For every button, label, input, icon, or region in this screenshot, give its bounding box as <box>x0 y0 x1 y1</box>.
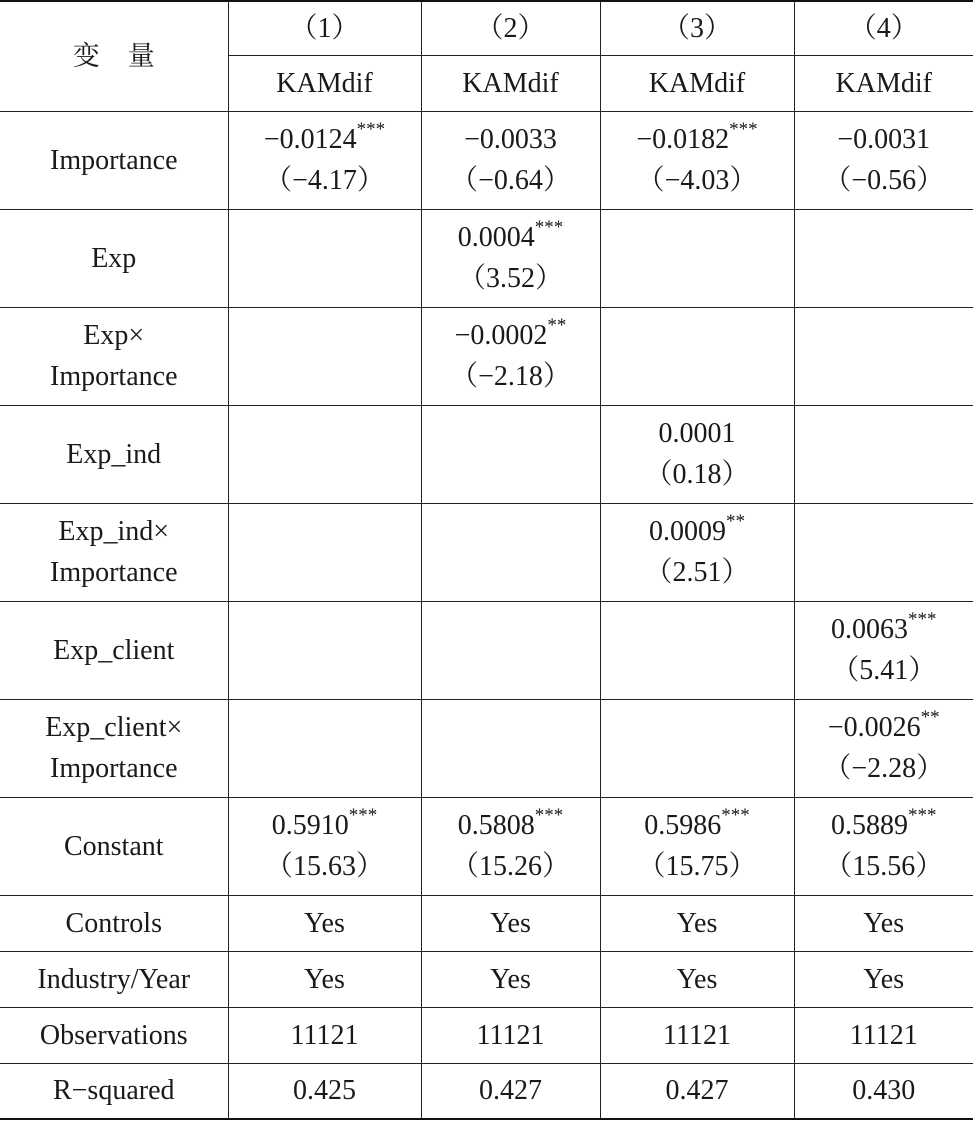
column-number: （2） <box>421 1 600 55</box>
summary-label: Controls <box>0 895 228 951</box>
coefficient-value: 0.0063 <box>831 614 908 645</box>
dependent-variable: KAMdif <box>228 55 421 111</box>
variable-name-line: Exp_client× <box>45 712 183 743</box>
coefficient-line <box>795 609 974 650</box>
significance-stars: *** <box>908 608 937 630</box>
table-row <box>0 111 973 209</box>
coefficient-line <box>422 315 600 356</box>
t-statistic: （0.18） <box>644 459 750 490</box>
coefficient-cell <box>228 111 421 209</box>
header-row-columns <box>0 1 973 55</box>
summary-value: Yes <box>421 895 600 951</box>
significance-stars: *** <box>729 118 758 140</box>
t-statistic: （15.75） <box>637 851 757 882</box>
summary-value: Yes <box>228 895 421 951</box>
variable-name-line: Importance <box>50 361 178 392</box>
t-statistic: （−4.17） <box>264 165 385 196</box>
variable-name <box>0 503 228 601</box>
summary-value: 11121 <box>600 1007 794 1063</box>
coefficient-cell <box>421 111 600 209</box>
significance-stars: *** <box>356 118 386 140</box>
coefficient-line <box>601 805 794 846</box>
coefficient-line <box>601 119 794 160</box>
coefficient-value: 0.0009 <box>649 516 726 547</box>
variable-name <box>0 797 228 895</box>
significance-stars: *** <box>348 804 378 826</box>
coefficient-line <box>795 805 974 846</box>
summary-row <box>0 951 973 1007</box>
summary-value: 0.427 <box>421 1063 600 1119</box>
coefficient-line <box>422 217 600 258</box>
summary-value: Yes <box>600 895 794 951</box>
coefficient-line <box>229 119 421 160</box>
table-row <box>0 797 973 895</box>
coefficient-cell <box>228 209 421 307</box>
coefficient-value: 0.5808 <box>457 810 535 841</box>
summary-label: R−squared <box>0 1063 228 1119</box>
coefficient-cell <box>228 503 421 601</box>
variable-name-line: Exp <box>91 242 137 274</box>
coefficient-value: 0.0004 <box>457 222 535 253</box>
coefficient-cell <box>794 797 973 895</box>
coefficient-cell <box>421 405 600 503</box>
dependent-variable: KAMdif <box>421 55 600 111</box>
variable-name-line: Exp_ind <box>66 438 162 470</box>
coefficient-cell <box>421 503 600 601</box>
variable-name <box>0 307 228 405</box>
coefficient-cell <box>421 601 600 699</box>
summary-value: 0.427 <box>600 1063 794 1119</box>
summary-value: Yes <box>228 951 421 1007</box>
coefficient-cell <box>228 405 421 503</box>
coefficient-cell <box>794 405 973 503</box>
t-statistic: （15.63） <box>264 851 384 882</box>
coefficient-line <box>422 119 600 160</box>
summary-label: Industry/Year <box>0 951 228 1007</box>
summary-value: 0.425 <box>228 1063 421 1119</box>
coefficient-cell <box>228 307 421 405</box>
t-statistic: （−4.03） <box>636 165 758 196</box>
variable-name-line: Exp_ind× <box>58 516 170 547</box>
summary-value: Yes <box>600 951 794 1007</box>
coefficient-cell <box>600 307 794 405</box>
coefficient-cell <box>794 699 973 797</box>
table-row <box>0 503 973 601</box>
column-number: （3） <box>600 1 794 55</box>
coefficient-cell <box>600 699 794 797</box>
coefficient-cell <box>600 111 794 209</box>
coefficient-value: 0.5910 <box>271 810 349 841</box>
summary-value: 11121 <box>228 1007 421 1063</box>
t-statistic: （15.56） <box>824 851 944 882</box>
coefficient-cell <box>794 601 973 699</box>
summary-label: Observations <box>0 1007 228 1063</box>
coefficient-value: 0.5889 <box>831 810 908 841</box>
variable-name-line: Exp× <box>83 320 145 351</box>
coefficient-value: −0.0026 <box>827 712 921 743</box>
coefficient-cell <box>600 503 794 601</box>
t-statistic: （2.51） <box>644 557 750 588</box>
column-number: （4） <box>794 1 973 55</box>
variable-header <box>0 1 228 111</box>
summary-value: Yes <box>421 951 600 1007</box>
table-row <box>0 209 973 307</box>
coefficient-value: −0.0182 <box>636 124 730 155</box>
t-statistic: （−2.28） <box>823 753 945 784</box>
t-statistic: （−2.18） <box>450 361 571 392</box>
coefficient-line <box>601 413 794 454</box>
coefficient-cell <box>421 209 600 307</box>
summary-row <box>0 1063 973 1119</box>
summary-value: 11121 <box>794 1007 973 1063</box>
coefficient-cell <box>228 601 421 699</box>
summary-value: 0.430 <box>794 1063 973 1119</box>
coefficient-value: 0.5986 <box>644 810 722 841</box>
coefficient-cell <box>794 111 973 209</box>
variable-name-line: Constant <box>63 830 164 862</box>
variable-name <box>0 111 228 209</box>
coefficient-line <box>601 511 794 552</box>
variable-header-label: 变量 <box>72 40 183 72</box>
table-row <box>0 405 973 503</box>
summary-value: Yes <box>794 895 973 951</box>
significance-stars: *** <box>721 804 750 826</box>
variable-name <box>0 699 228 797</box>
coefficient-cell <box>600 601 794 699</box>
coefficient-value: −0.0031 <box>837 124 931 155</box>
coefficient-line <box>795 707 974 748</box>
coefficient-cell <box>228 797 421 895</box>
coefficient-cell <box>600 797 794 895</box>
significance-stars: *** <box>534 804 564 826</box>
significance-stars: *** <box>908 804 937 826</box>
variable-name <box>0 209 228 307</box>
coefficient-line <box>229 805 421 846</box>
coefficient-cell <box>794 209 973 307</box>
dependent-variable: KAMdif <box>600 55 794 111</box>
coefficient-value: −0.0124 <box>263 124 357 155</box>
variable-name-line: Importance <box>50 557 178 588</box>
significance-stars: ** <box>726 510 745 532</box>
table-row <box>0 307 973 405</box>
coefficient-cell <box>794 503 973 601</box>
variable-name-line: Importance <box>50 144 178 176</box>
summary-row <box>0 895 973 951</box>
summary-row <box>0 1007 973 1063</box>
coefficient-cell <box>228 699 421 797</box>
summary-value: 11121 <box>421 1007 600 1063</box>
t-statistic: （−0.56） <box>823 165 945 196</box>
significance-stars: ** <box>547 314 567 336</box>
significance-stars: ** <box>920 706 940 728</box>
table-row <box>0 601 973 699</box>
significance-stars: *** <box>534 216 564 238</box>
t-statistic: （15.26） <box>450 851 570 882</box>
coefficient-value: −0.0002 <box>454 320 548 351</box>
variable-name <box>0 405 228 503</box>
table-row <box>0 699 973 797</box>
summary-value: Yes <box>794 951 973 1007</box>
coefficient-line <box>422 805 600 846</box>
coefficient-value: 0.0001 <box>658 418 736 449</box>
column-number: （1） <box>228 1 421 55</box>
variable-name <box>0 601 228 699</box>
t-statistic: （−0.64） <box>450 165 571 196</box>
t-statistic: （3.52） <box>457 263 563 294</box>
dependent-variable: KAMdif <box>794 55 973 111</box>
coefficient-cell <box>421 797 600 895</box>
t-statistic: （5.41） <box>831 655 937 686</box>
coefficient-cell <box>421 307 600 405</box>
variable-name-line: Exp_client <box>53 634 175 666</box>
coefficient-cell <box>600 209 794 307</box>
variable-name-line: Importance <box>50 753 178 784</box>
coefficient-value: −0.0033 <box>464 124 557 155</box>
coefficient-cell <box>600 405 794 503</box>
coefficient-line <box>795 119 974 160</box>
coefficient-cell <box>421 699 600 797</box>
coefficient-cell <box>794 307 973 405</box>
